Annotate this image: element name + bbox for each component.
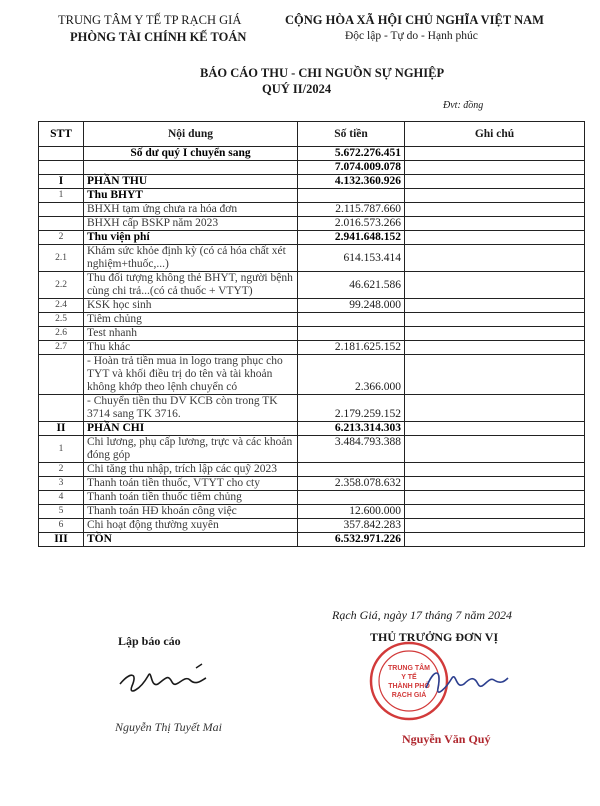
cell-note — [405, 519, 585, 533]
cell-content: - Hoàn trả tiền mua in logo trang phục cho TYT và khối điều trị do tên và tài khoản không khớp theo lệnh chuyển có — [84, 355, 298, 395]
nation-title: CỘNG HÒA XÃ HỘI CHỦ NGHĨA VIỆT NAM — [285, 13, 544, 27]
cell-stt: 2 — [39, 463, 84, 477]
cell-content: Test nhanh — [84, 327, 298, 341]
cell-stt: 1 — [39, 189, 84, 203]
table-row — [39, 395, 585, 422]
cell-note — [405, 147, 585, 161]
cell-stt: 2.6 — [39, 327, 84, 341]
cell-note — [405, 491, 585, 505]
table-row — [39, 272, 585, 299]
motto: Độc lập - Tự do - Hạnh phúc — [345, 30, 478, 42]
cell-content: Thu viện phí — [84, 231, 298, 245]
table-row — [39, 147, 585, 161]
report-period: QUÝ II/2024 — [262, 82, 332, 96]
cell-stt — [39, 161, 84, 175]
cell-amount: 7.074.009.078 — [298, 161, 405, 175]
cell-content — [84, 161, 298, 175]
cell-content: KSK học sinh — [84, 299, 298, 313]
cell-note — [405, 175, 585, 189]
stamp-bottom-text: RẠCH GIÁ — [391, 692, 427, 699]
cell-amount — [298, 189, 405, 203]
table-row — [39, 341, 585, 355]
cell-content: Thu đối tượng không thẻ BHYT, người bệnh cùng chi trả...(có cả thuốc + VTYT) — [84, 272, 298, 299]
cell-stt — [39, 217, 84, 231]
cell-note — [405, 436, 585, 463]
unit-label: Đvt: đồng — [443, 100, 484, 111]
cell-note — [405, 395, 585, 422]
cell-stt: I — [39, 175, 84, 189]
cell-note — [405, 355, 585, 395]
table-row — [39, 313, 585, 327]
header-note: Ghi chú — [405, 122, 585, 147]
org-line-1: TRUNG TÂM Y TẾ TP RẠCH GIÁ — [58, 13, 242, 27]
table-row — [39, 436, 585, 463]
cell-stt: 4 — [39, 491, 84, 505]
cell-stt — [39, 147, 84, 161]
cell-stt: III — [39, 533, 84, 547]
table-row — [39, 533, 585, 547]
cell-stt: 1 — [39, 436, 84, 463]
head-name: Nguyễn Văn Quý — [402, 732, 491, 746]
report-table — [38, 121, 585, 547]
cell-stt: II — [39, 422, 84, 436]
preparer-signature — [110, 654, 220, 704]
cell-note — [405, 217, 585, 231]
cell-content: BHXH cấp BSKP năm 2023 — [84, 217, 298, 231]
cell-amount — [298, 491, 405, 505]
cell-stt: 2.1 — [39, 245, 84, 272]
cell-amount: 2.366.000 — [298, 355, 405, 395]
cell-content: BHXH tạm ứng chưa ra hóa đơn — [84, 203, 298, 217]
table-row — [39, 355, 585, 395]
cell-amount — [298, 313, 405, 327]
table-row — [39, 245, 585, 272]
cell-content: PHẦN THU — [84, 175, 298, 189]
cell-note — [405, 341, 585, 355]
cell-content: Số dư quý I chuyển sang — [84, 147, 298, 161]
stamp-mid2-text: THÀNH PHỐ — [388, 683, 430, 690]
cell-amount: 614.153.414 — [298, 245, 405, 272]
table-row — [39, 189, 585, 203]
cell-note — [405, 272, 585, 299]
cell-note — [405, 203, 585, 217]
cell-stt — [39, 395, 84, 422]
cell-note — [405, 189, 585, 203]
cell-content: Tiêm chủng — [84, 313, 298, 327]
cell-amount: 2.181.625.152 — [298, 341, 405, 355]
cell-content: Thanh toán tiền thuốc tiêm chủng — [84, 491, 298, 505]
cell-content: TỒN — [84, 533, 298, 547]
cell-amount: 2.358.078.632 — [298, 477, 405, 491]
cell-note — [405, 477, 585, 491]
cell-content: Thu BHYT — [84, 189, 298, 203]
table-row — [39, 203, 585, 217]
cell-note — [405, 533, 585, 547]
cell-stt: 2.5 — [39, 313, 84, 327]
head-title: THỦ TRƯỞNG ĐƠN VỊ — [370, 630, 499, 644]
cell-note — [405, 161, 585, 175]
cell-amount: 4.132.360.926 — [298, 175, 405, 189]
cell-amount: 2.179.259.152 — [298, 395, 405, 422]
cell-note — [405, 231, 585, 245]
preparer-name: Nguyễn Thị Tuyết Mai — [115, 720, 222, 734]
cell-note — [405, 299, 585, 313]
cell-stt — [39, 203, 84, 217]
cell-content: - Chuyển tiền thu DV KCB còn trong TK 3714 sang TK 3716. — [84, 395, 298, 422]
cell-content: PHẦN CHI — [84, 422, 298, 436]
cell-amount: 6.213.314.303 — [298, 422, 405, 436]
cell-content: Thu khác — [84, 341, 298, 355]
cell-stt: 2.2 — [39, 272, 84, 299]
cell-content: Thanh toán HĐ khoán công việc — [84, 505, 298, 519]
cell-amount: 2.016.573.266 — [298, 217, 405, 231]
preparer-title: Lập báo cáo — [118, 634, 181, 648]
cell-note — [405, 505, 585, 519]
cell-stt: 2.7 — [39, 341, 84, 355]
table-row — [39, 463, 585, 477]
cell-stt: 5 — [39, 505, 84, 519]
table-row — [39, 299, 585, 313]
table-row — [39, 505, 585, 519]
table-header-row — [39, 122, 585, 147]
cell-note — [405, 313, 585, 327]
cell-amount — [298, 463, 405, 477]
report-date: Rạch Giá, ngày 17 tháng 7 năm 2024 — [332, 608, 512, 622]
cell-stt: 2.4 — [39, 299, 84, 313]
cell-content: Khám sức khỏe định kỳ (có cả hóa chất xét nghiệm+thuốc,...) — [84, 245, 298, 272]
cell-amount: 6.532.971.226 — [298, 533, 405, 547]
cell-content: Chi tăng thu nhập, trích lập các quỹ 2023 — [84, 463, 298, 477]
table-row — [39, 231, 585, 245]
cell-amount — [298, 327, 405, 341]
cell-amount: 12.600.000 — [298, 505, 405, 519]
cell-note — [405, 327, 585, 341]
cell-content: Chi lương, phụ cấp lương, trực và các khoản đóng góp — [84, 436, 298, 463]
table-row — [39, 327, 585, 341]
head-signature — [420, 658, 510, 708]
cell-amount: 357.842.283 — [298, 519, 405, 533]
cell-amount: 2.941.648.152 — [298, 231, 405, 245]
cell-stt: 6 — [39, 519, 84, 533]
table-row — [39, 217, 585, 231]
stamp-mid1-text: Y TẾ — [401, 674, 417, 681]
table-row — [39, 161, 585, 175]
header-content: Nội dung — [84, 122, 298, 147]
stamp-top-text: TRUNG TÂM — [388, 665, 430, 672]
cell-stt: 2 — [39, 231, 84, 245]
cell-stt: 3 — [39, 477, 84, 491]
org-line-2: PHÒNG TÀI CHÍNH KẾ TOÁN — [70, 30, 247, 44]
cell-amount: 5.672.276.451 — [298, 147, 405, 161]
table-row — [39, 519, 585, 533]
cell-note — [405, 422, 585, 436]
cell-amount: 46.621.586 — [298, 272, 405, 299]
table-row — [39, 477, 585, 491]
table-row — [39, 491, 585, 505]
cell-note — [405, 463, 585, 477]
header-stt: STT — [39, 122, 84, 147]
report-title: BÁO CÁO THU - CHI NGUỒN SỰ NGHIỆP — [200, 66, 445, 80]
cell-note — [405, 245, 585, 272]
cell-stt — [39, 355, 84, 395]
cell-amount: 99.248.000 — [298, 299, 405, 313]
cell-content: Chi hoạt động thường xuyên — [84, 519, 298, 533]
cell-amount: 3.484.793.388 — [298, 436, 405, 463]
table-row — [39, 175, 585, 189]
cell-content: Thanh toán tiền thuốc, VTYT cho cty — [84, 477, 298, 491]
table-row — [39, 422, 585, 436]
cell-amount: 2.115.787.660 — [298, 203, 405, 217]
header-amount: Số tiền — [298, 122, 405, 147]
